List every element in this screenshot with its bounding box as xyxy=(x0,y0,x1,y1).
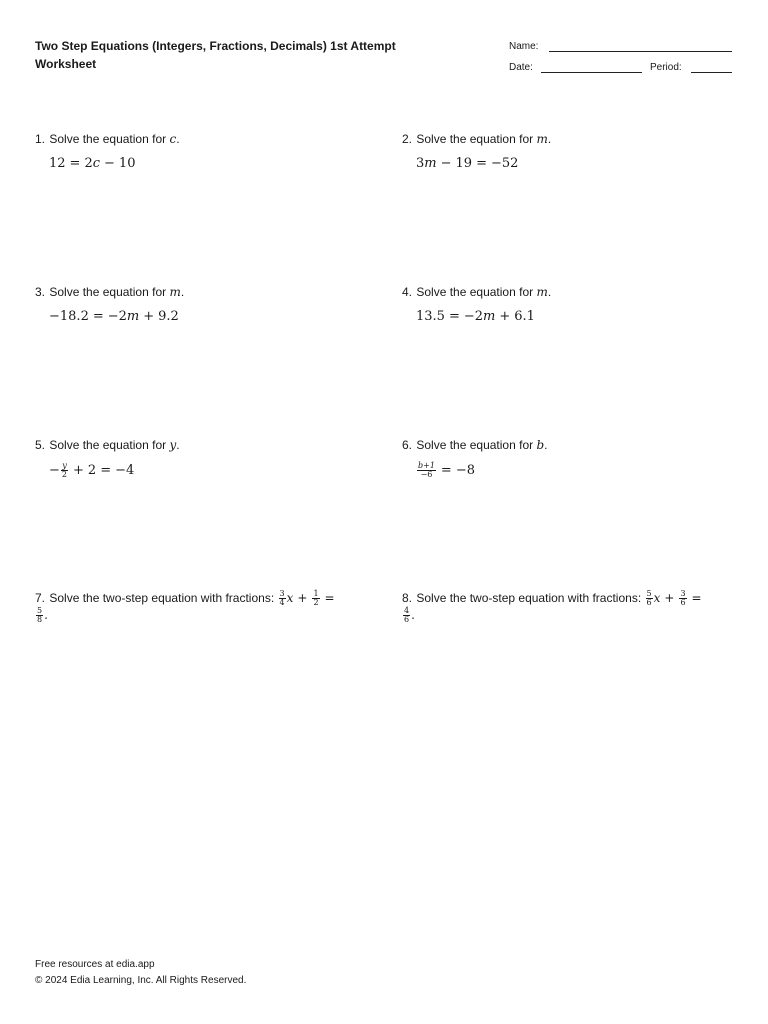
target-variable: m xyxy=(536,132,548,146)
footer-resources: Free resources at edia.app xyxy=(35,959,155,970)
problem-prompt: 4. Solve the equation for m. xyxy=(402,285,552,299)
date-label: Date: xyxy=(509,62,533,73)
equation: 3m − 19 = −52 xyxy=(416,156,519,171)
date-period-row xyxy=(509,62,734,76)
date-field[interactable] xyxy=(541,62,642,73)
problem-5 xyxy=(35,437,370,479)
footer xyxy=(35,957,246,989)
name-field[interactable] xyxy=(549,41,732,52)
name-label: Name: xyxy=(509,41,539,52)
equation: 13.5 = −2m + 6.1 xyxy=(416,309,535,324)
equation: $\frac{3}{4}$ x + $\frac{1}{2}$ = $\frac{5}{8}$ . xyxy=(37,589,335,624)
problem-prompt: 1. Solve the equation for c. xyxy=(35,132,180,146)
period-label: Period: xyxy=(650,62,682,73)
period-field[interactable] xyxy=(691,62,732,73)
name-row xyxy=(509,41,734,55)
problem-prompt: 6. Solve the equation for b. xyxy=(402,438,548,452)
target-variable: m xyxy=(169,285,181,299)
problem-3 xyxy=(35,284,370,324)
problem-4 xyxy=(402,284,737,324)
equation: $\frac{b+1}{-6}$ = −8 xyxy=(418,461,475,479)
problem-7 xyxy=(35,590,370,624)
problem-prompt: 7. Solve the two-step equation with fractions: $\frac{3}{4}$ x + $\frac{1}{2}$ = $\frac{5}{8}$ . xyxy=(35,590,370,624)
problem-prompt: 5. Solve the equation for y. xyxy=(35,438,180,452)
problem-2 xyxy=(402,131,737,171)
target-variable: b xyxy=(536,438,545,452)
problem-8 xyxy=(402,590,737,624)
target-variable: y xyxy=(169,438,177,452)
problem-prompt: 3. Solve the equation for m. xyxy=(35,285,185,299)
problem-1 xyxy=(35,131,370,171)
target-variable: c xyxy=(169,132,177,146)
problem-prompt: 2. Solve the equation for m. xyxy=(402,132,552,146)
equation: $\frac{5}{6}$ x + $\frac{3}{6}$ = $\frac{4}{6}$ . xyxy=(404,589,702,624)
problem-prompt: 8. Solve the two-step equation with fractions: $\frac{5}{6}$ x + $\frac{3}{6}$ = $\frac{4}{6}$ . xyxy=(402,590,737,624)
equation: − $\frac{y}{2}$ + 2 = −4 xyxy=(49,461,135,479)
footer-copyright: © 2024 Edia Learning, Inc. All Rights Reserved. xyxy=(35,975,247,986)
equation: 12 = 2c − 10 xyxy=(49,156,136,171)
target-variable: m xyxy=(536,285,548,299)
problem-6 xyxy=(402,437,737,479)
equation: −18.2 = −2m + 9.2 xyxy=(49,309,179,324)
worksheet-title: Two Step Equations (Integers, Fractions, Decimals) 1st Attempt Worksheet xyxy=(35,39,396,71)
